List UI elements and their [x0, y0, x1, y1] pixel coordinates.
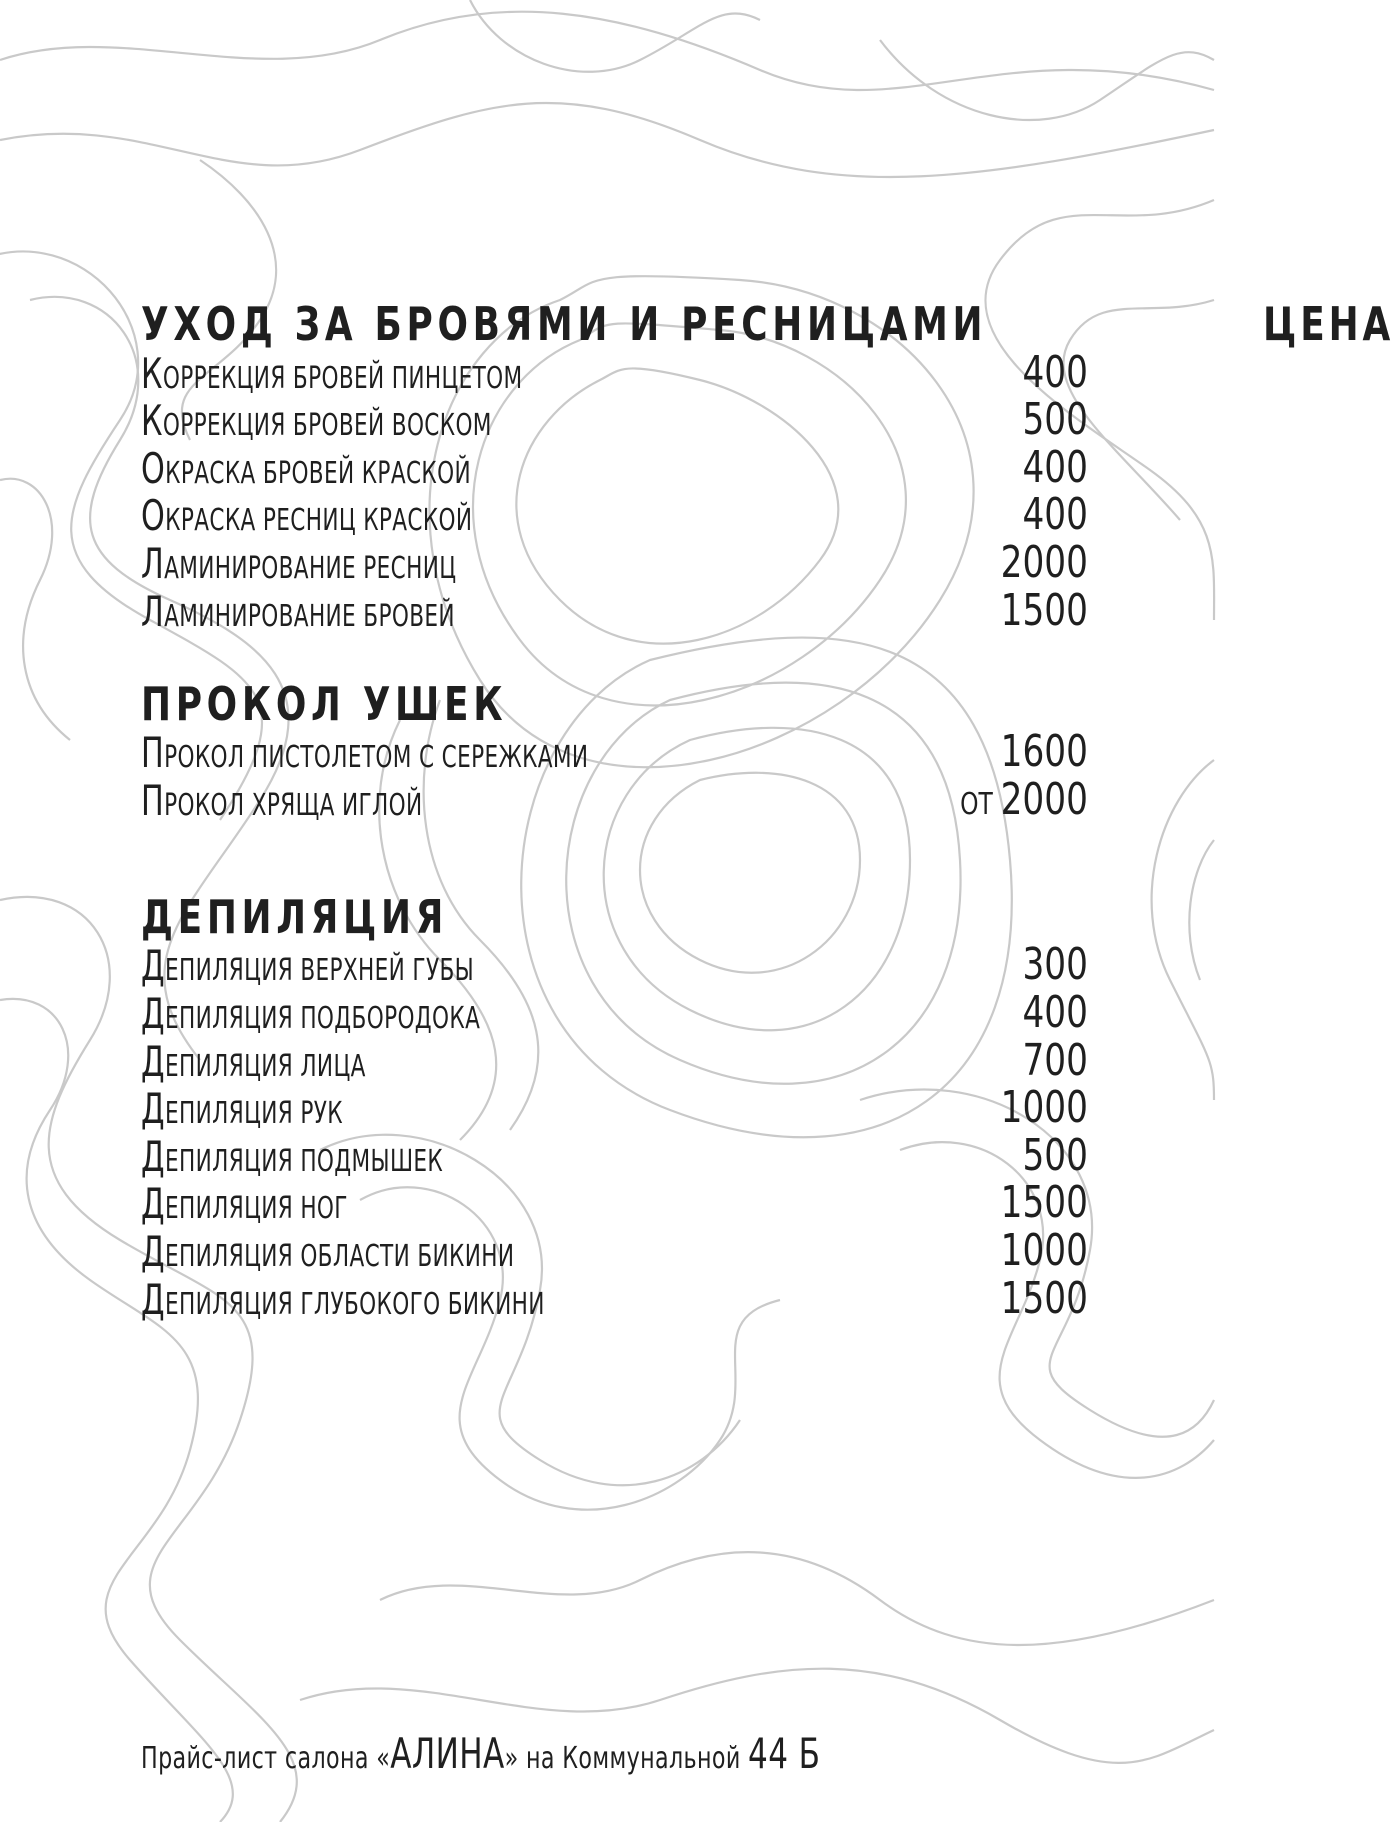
price-row	[141, 1224, 1088, 1276]
service-name: ДЕПИЛЯЦИЯ ВЕРХНЕЙ ГУБЫ	[141, 941, 475, 991]
service-price: 300	[1022, 939, 1088, 991]
service-name: ПРОКОЛ ХРЯЩА ИГЛОЙ	[141, 775, 423, 825]
service-price: 1600	[1000, 726, 1088, 778]
price-row	[141, 1034, 1088, 1086]
section-header	[141, 852, 1088, 944]
service-price: 2000	[1000, 773, 1088, 825]
service-name: ДЕПИЛЯЦИЯ РУК	[141, 1084, 343, 1134]
section-depilation	[141, 852, 1088, 1324]
service-price: 400	[1022, 986, 1088, 1038]
price-row	[141, 773, 1088, 825]
service-price: 1500	[1000, 1272, 1088, 1324]
price-row	[141, 986, 1088, 1038]
section-title: ДЕПИЛЯЦИЯ	[141, 889, 449, 944]
service-name: КОРРЕКЦИЯ БРОВЕЙ ВОСКОМ	[141, 396, 492, 446]
section-header	[141, 285, 1394, 351]
section-title: УХОД ЗА БРОВЯМИ И РЕСНИЦАМИ	[141, 297, 988, 351]
footer-caption	[141, 1729, 821, 1778]
service-price: 400	[1022, 441, 1088, 493]
section-eyebrows-lashes	[141, 285, 1394, 636]
service-name: ДЕПИЛЯЦИЯ ГЛУБОКОГО БИКИНИ	[141, 1274, 545, 1324]
service-name: ЛАМИНИРОВАНИЕ РЕСНИЦ	[141, 538, 457, 588]
service-price: 400	[1022, 489, 1088, 541]
section-title: ПРОКОЛ УШЕК	[141, 676, 508, 731]
price-row	[141, 489, 1088, 541]
price-row	[141, 346, 1088, 398]
service-price: 1500	[1000, 584, 1088, 636]
service-name: ОКРАСКА БРОВЕЙ КРАСКОЙ	[141, 443, 471, 493]
service-price: 2000	[1000, 536, 1088, 588]
price-row	[141, 584, 1088, 636]
price-row	[141, 536, 1088, 588]
service-name: ДЕПИЛЯЦИЯ НОГ	[141, 1179, 348, 1229]
service-name: ДЕПИЛЯЦИЯ ПОДБОРОДОКА	[141, 988, 481, 1038]
price-list	[141, 285, 1394, 1324]
salon-name: АЛИНА	[390, 1729, 505, 1778]
footer-quote-close: »	[504, 1741, 519, 1776]
section-header	[141, 665, 1088, 731]
price-row	[141, 1129, 1088, 1181]
footer-quote-open: «	[376, 1741, 391, 1776]
footer-street: Коммунальной	[562, 1741, 741, 1776]
service-name: ЛАМИНИРОВАНИЕ БРОВЕЙ	[141, 586, 455, 636]
price-row	[141, 726, 1088, 778]
price-row	[141, 441, 1088, 493]
footer-address-number: 44 Б	[748, 1729, 821, 1778]
service-name: ДЕПИЛЯЦИЯ ОБЛАСТИ БИКИНИ	[141, 1226, 515, 1276]
price-row	[141, 394, 1088, 446]
service-price: 500	[1022, 1129, 1088, 1181]
price-prefix: ОТ	[960, 786, 993, 822]
section-ear-piercing	[141, 665, 1088, 825]
service-price-wrap	[960, 773, 1088, 825]
price-row	[141, 1272, 1088, 1324]
footer-preposition: на	[525, 1741, 555, 1776]
price-row	[141, 1177, 1088, 1229]
price-row	[141, 1082, 1088, 1134]
service-price: 1500	[1000, 1177, 1088, 1229]
service-name: ПРОКОЛ ПИСТОЛЕТОМ С СЕРЕЖКАМИ	[141, 728, 589, 778]
footer-lead: Прайс-лист салона	[141, 1741, 369, 1776]
service-price: 700	[1022, 1034, 1088, 1086]
service-price: 1000	[1000, 1082, 1088, 1134]
service-name: КОРРЕКЦИЯ БРОВЕЙ ПИНЦЕТОМ	[141, 348, 523, 398]
price-column-title: ЦЕНА	[1262, 297, 1394, 351]
service-price: 400	[1022, 346, 1088, 398]
service-price: 1000	[1000, 1224, 1088, 1276]
price-row	[141, 939, 1088, 991]
service-price: 500	[1022, 394, 1088, 446]
service-name: ОКРАСКА РЕСНИЦ КРАСКОЙ	[141, 491, 473, 541]
service-name: ДЕПИЛЯЦИЯ ЛИЦА	[141, 1036, 366, 1086]
service-name: ДЕПИЛЯЦИЯ ПОДМЫШЕК	[141, 1131, 444, 1181]
